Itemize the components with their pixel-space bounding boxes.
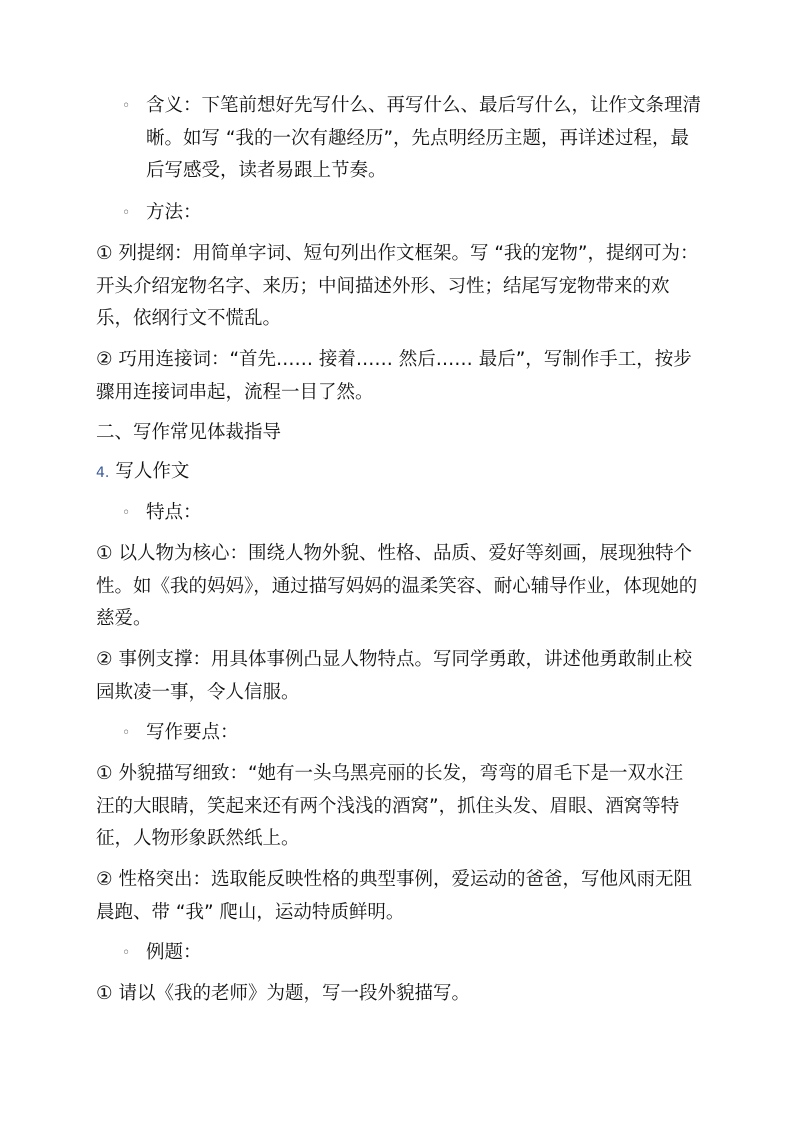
bullet-exercise (122, 937, 702, 970)
heading-number: 4. (96, 465, 110, 481)
heading-text: 写人作文 (115, 461, 190, 482)
bullet-features (122, 497, 702, 530)
section-heading: 二、写作常见体裁指导 (96, 422, 282, 443)
bullet-circle-icon: ◦ (122, 725, 131, 741)
paragraph-connectives: ② 巧用连接词：“首先…… 接着…… 然后…… 最后”，写制作手工，按步骤用连接词串起，流程一目了然。 (96, 349, 692, 403)
bullet-circle-icon: ◦ (122, 945, 131, 961)
bullet-exercise-text: 例题： (146, 942, 202, 963)
paragraph-exercise: ① 请以《我的老师》为题，写一段外貌描写。 (96, 983, 470, 1004)
bullet-circle-icon: ◦ (122, 98, 131, 114)
paragraph-core: ① 以人物为核心：围绕人物外貌、性格、品质、爱好等刻画，展现独特个性。如《我的妈妈》，通过描写妈妈的温柔笑容、耐心辅导作业，体现她的慈爱。 (96, 543, 698, 629)
bullet-method (122, 197, 702, 230)
paragraph-personality: ② 性格突出：选取能反映性格的典型事例，爱运动的爸爸，写他风雨无阻晨跑、带 “我” 爬山，运动特质鲜明。 (96, 869, 692, 923)
bullet-circle-icon: ◦ (122, 205, 131, 221)
bullet-key-points-text: 写作要点： (146, 722, 239, 743)
paragraph-outline: ① 列提纲：用简单字词、短句列出作文框架。写 “我的宠物”，提纲可为：开头介绍宠物名字、来历；中间描述外形、习性；结尾写宠物带来的欢乐，依纲行文不慌乱。 (96, 243, 699, 329)
bullet-circle-icon: ◦ (122, 505, 131, 521)
bullet-features-text: 特点： (146, 502, 202, 523)
paragraph-examples: ② 事例支撑：用具体事例凸显人物特点。写同学勇敢，讲述他勇敢制止校园欺凌一事，令人信服。 (96, 649, 692, 703)
bullet-method-text: 方法： (146, 202, 202, 223)
bullet-meaning-text: 含义：下笔前想好先写什么、再写什么、最后写什么，让作文条理清晰。如写 “我的一次有趣经历”，先点明经历主题，再详述过程，最后写感受，读者易跟上节奏。 (146, 95, 702, 181)
numbered-heading (96, 456, 700, 490)
paragraph-appearance: ① 外貌描写细致：“她有一头乌黑亮丽的长发，弯弯的眉毛下是一双水汪汪的大眼睛，笑起来还有两个浅浅的酒窝”，抓住头发、眉眼、酒窝等特征，人物形象跃然纸上。 (96, 763, 684, 849)
bullet-key-points (122, 717, 702, 750)
bullet-meaning (122, 90, 702, 188)
